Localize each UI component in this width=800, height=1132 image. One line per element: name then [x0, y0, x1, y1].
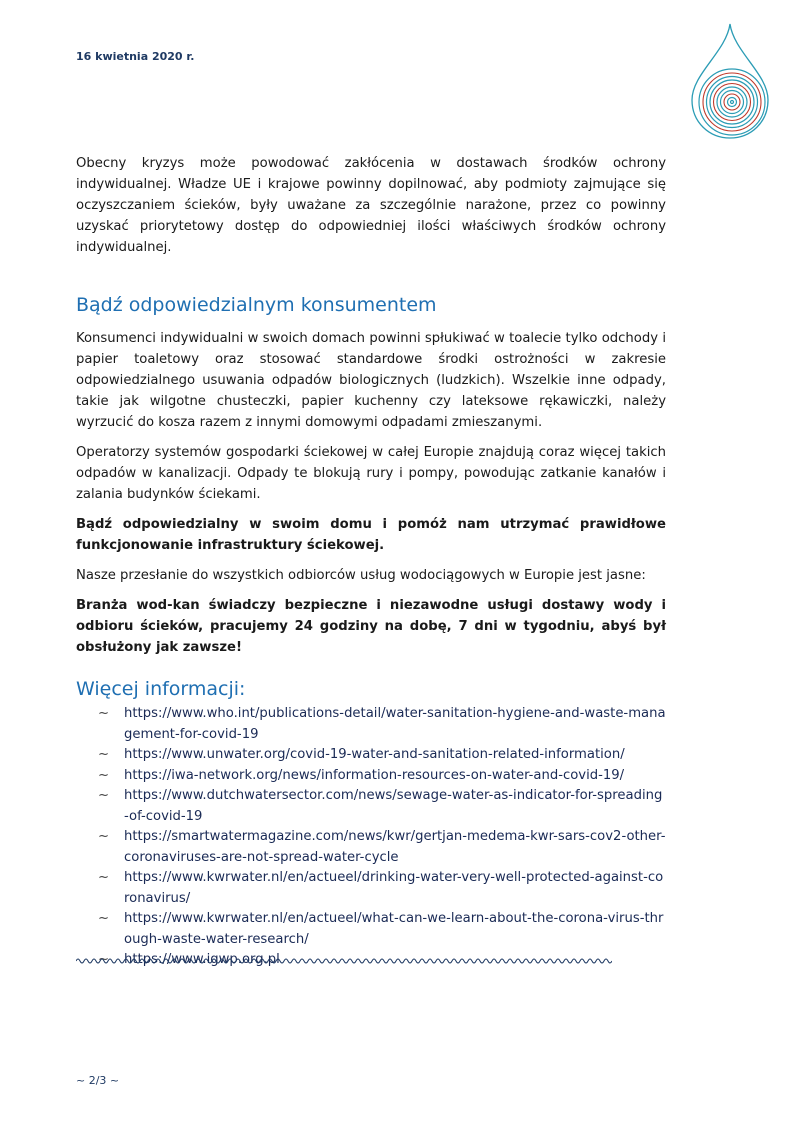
- link-kwrwater-research[interactable]: https://www.kwrwater.nl/en/actueel/what-can-we-learn-about-the-corona-virus-through-waste-water-research/: [124, 911, 664, 947]
- link-who[interactable]: https://www.who.int/publications-detail/water-sanitation-hygiene-and-waste-management-for-covid-19: [124, 706, 666, 742]
- tilde-bullet-icon: ~: [98, 747, 110, 762]
- page-number: ~ 2/3 ~: [76, 1074, 120, 1087]
- links-list: [76, 704, 666, 971]
- tilde-bullet-icon: ~: [98, 870, 110, 885]
- section-heading-consumer: Bądź odpowiedzialnym konsumentem: [76, 294, 437, 316]
- intro-paragraph: Obecny kryzys może powodować zakłócenia w dostawach środków ochrony indywidualnej. Władze UE i krajowe powinny dopilnować, aby podmioty zajmujące się oczyszczaniem ścieków, były uważane za szczególnie narażone, przez co powinny uzyskać priorytetowy dostęp do odpowiedniej ilości właściwych środków ochrony indywidualnej.: [76, 156, 666, 255]
- document-date: 16 kwietnia 2020 r.: [76, 50, 195, 63]
- link-igwp[interactable]: https://www.igwp.org.pl: [124, 952, 280, 967]
- consumer-closing-bold: Branża wod-kan świadczy bezpieczne i niezawodne usługi dostawy wody i odbioru ścieków, pracujemy 24 godziny na dobę, 7 dni w tygodniu, abyś był obsłużony jak zawsze!: [76, 598, 666, 655]
- link-iwa[interactable]: https://iwa-network.org/news/information-resources-on-water-and-covid-19/: [124, 767, 625, 783]
- wavy-divider: [76, 955, 612, 967]
- main-content: [76, 153, 666, 971]
- consumer-callout-bold: Bądź odpowiedzialny w swoim domu i pomóż nam utrzymać prawidłowe funkcjonowanie infrastruktury ściekowej.: [76, 517, 666, 553]
- tilde-bullet-icon: ~: [98, 911, 110, 926]
- tilde-bullet-icon: ~: [98, 767, 110, 783]
- link-unwater[interactable]: https://www.unwater.org/covid-19-water-and-sanitation-related-information/: [124, 747, 625, 762]
- consumer-paragraph-2: Operatorzy systemów gospodarki ściekowej w całej Europie znajdują coraz więcej takich odpadów w kanalizacji. Odpady te blokują rury i pompy, powodując zatkanie kanałów i zalania budynków ściekami.: [76, 445, 666, 502]
- tilde-bullet-icon: ~: [98, 706, 110, 721]
- section-heading-more-info: Więcej informacji:: [76, 678, 246, 700]
- tilde-bullet-icon: ~: [98, 829, 110, 844]
- link-kwrwater-drinking[interactable]: https://www.kwrwater.nl/en/actueel/drinking-water-very-well-protected-against-coronavirus/: [124, 870, 664, 906]
- list-item: [76, 786, 666, 827]
- water-drop-logo-icon: [690, 22, 770, 140]
- tilde-bullet-icon: ~: [98, 788, 110, 803]
- consumer-paragraph-message: Nasze przesłanie do wszystkich odbiorców usług wodociągowych w Europie jest jasne:: [76, 568, 646, 583]
- link-smartwatermagazine[interactable]: https://smartwatermagazine.com/news/kwr/gertjan-medema-kwr-sars-cov2-other-coronaviruses-are-not-spread-water-cycle: [124, 829, 666, 865]
- list-item: [76, 704, 666, 745]
- list-item: [76, 868, 666, 909]
- list-item: [76, 766, 666, 787]
- list-item: [76, 745, 666, 766]
- tilde-bullet-icon: ~: [98, 952, 110, 967]
- consumer-paragraph-1: Konsumenci indywidualni w swoich domach powinni spłukiwać w toalecie tylko odchody i papier toaletowy oraz stosować standardowe środki ostrożności w zakresie odpowiedzialnego usuwania odpadów biologicznych (ludzkich). Wszelkie inne odpady, takie jak wilgotne chusteczki, papier kuchenny czy lateksowe rękawiczki, należy wyrzucić do kosza razem z innymi domowymi odpadami zmieszanymi.: [76, 331, 666, 430]
- list-item: [76, 827, 666, 868]
- list-item: [76, 909, 666, 950]
- link-dutchwatersector[interactable]: https://www.dutchwatersector.com/news/sewage-water-as-indicator-for-spreading-of-covid-19: [124, 788, 663, 824]
